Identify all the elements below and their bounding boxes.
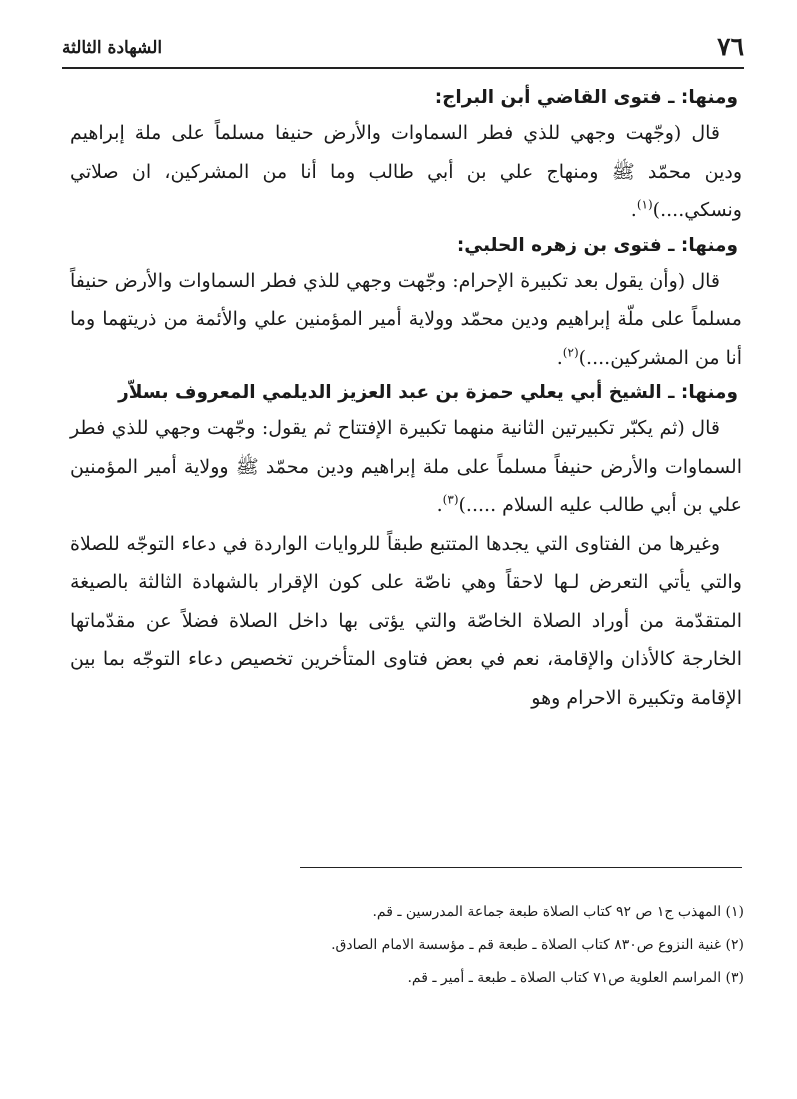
quote-paragraph: قال (وأن يقول بعد تكبيرة الإحرام: وجّهت وجهي للذي فطر السماوات والأرض حنيفاً مسلماً على ملّة إبراهيم ودين محمّد وولاية أمير المؤمنين علي والأئمة من ذريتهما وما أنا من المشركين....)$^{(٢)}$. [70, 269, 742, 369]
footnote-ref[interactable]: (٢) [562, 345, 579, 360]
footnote-ref[interactable]: (٣) [442, 492, 459, 507]
main-text [70, 82, 742, 717]
footnote-item: (٣) المراسم العلوية ص٧١ كتاب الصلاة ـ طبعة ـ أمير ـ قم. [407, 970, 744, 986]
footnote-ref[interactable]: (١) [636, 197, 653, 212]
fatwa-section-sallar [70, 377, 742, 525]
page-header [62, 30, 744, 66]
header-divider [62, 67, 744, 69]
quote-text: قال (وجّهت وجهي للذي فطر السماوات والأرض حنيفا مسلماً على ملة إبراهيم ودين محمّد ﷺ ومنهاج علي بن أبي طالب وما أنا من المشركين، ان صلاتي ونسكي....) [70, 122, 742, 221]
page-number: ٧٦ [717, 32, 744, 61]
section-heading: ومنها: ـ فتوى القاضي أبن البراج: [434, 87, 738, 108]
quote-text: قال (وأن يقول بعد تكبيرة الإحرام: وجّهت وجهي للذي فطر السماوات والأرض حنيفاً مسلماً على ملّة إبراهيم ودين محمّد وولاية أمير المؤمنين علي والأئمة من ذريتهما وما أنا من المشركين....) [70, 269, 742, 369]
footnotes [70, 896, 744, 995]
quote-text: قال (ثم يكبّر تكبيرتين الثانية منهما تكبيرة الإفتتاح ثم يقول: وجّهت وجهي للذي فطر السماوات والأرض حنيفاً مسلماً على ملة إبراهيم ودين محمّد ﷺ وولاية أمير المؤمنين علي بن أبي طالب عليه السلام .....) [70, 417, 742, 516]
fatwa-section-ibn-zuhra [70, 230, 742, 378]
section-heading: ومنها: ـ فتوى بن زهره الحلبي: [456, 234, 738, 256]
footnote-divider [300, 867, 742, 868]
quote-paragraph: قال (ثم يكبّر تكبيرتين الثانية منهما تكبيرة الإفتتاح ثم يقول: وجّهت وجهي للذي فطر السماوات والأرض حنيفاً مسلماً على ملة إبراهيم ودين محمّد ﷺ وولاية أمير المؤمنين علي بن أبي طالب عليه السلام .....)$^{(٣)}$. [70, 417, 742, 516]
running-title: الشهادة الثالثة [62, 38, 163, 58]
quote-paragraph: قال (وجّهت وجهي للذي فطر السماوات والأرض حنيفا مسلماً على ملة إبراهيم ودين محمّد ﷺ ومنهاج علي بن أبي طالب وما أنا من المشركين، ان صلاتي ونسكي....)$^{(١)}$. [70, 122, 742, 221]
section-heading: ومنها: ـ الشيخ أبي يعلي حمزة بن عبد العزيز الديلمي المعروف بسلاّر [118, 382, 738, 403]
footnote-item: (١) المهذب ج١ ص ٩٢ كتاب الصلاة طبعة جماعة المدرسين ـ قم. [372, 904, 744, 920]
footnote-item: (٢) غنية النزوع ص٨٣٠ كتاب الصلاة ـ طبعة قم ـ مؤسسة الامام الصادق. [331, 937, 744, 953]
fatwa-section-ibn-barraj [70, 82, 742, 230]
closing-paragraph: وغيرها من الفتاوى التي يجدها المتتبع طبقاً للروايات الواردة في دعاء التوجّه للصلاة والتي يأتي التعرض لـها لاحقاً وهي ناصّة على كون الإقرار بالشهادة الثالثة بالصيغة المتقدّمة من أوراد الصلاة الخاصّة والتي يؤتى بها داخل الصلاة فضلاً عن مقدّماتها الخارجة كالأذان والإقامة، نعم في بعض فتاوى المتأخرين تخصيص دعاء التوجّه بما بين الإقامة وتكبيرة الاحرام وهو [70, 532, 742, 709]
